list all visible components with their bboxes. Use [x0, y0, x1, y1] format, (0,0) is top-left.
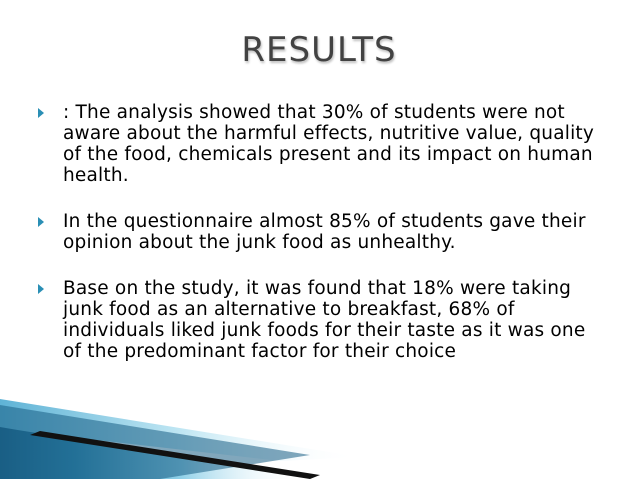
decorative-wave-graphic — [0, 389, 638, 479]
bullet-item — [38, 278, 598, 362]
bullet-text: In the questionnaire almost 85% of students gave their opinion about the junk food as unhealthy. — [63, 211, 586, 253]
bullet-text: Base on the study, it was found that 18% were taking junk food as an alternative to breakfast, 68% of individuals liked junk foods for their taste as it was one of the predominant factor for their choice — [63, 278, 586, 362]
bullet-item — [38, 211, 598, 253]
slide-title: RESULTS — [241, 30, 397, 70]
bullet-list — [38, 102, 598, 387]
bullet-item — [38, 102, 598, 186]
triangle-right-icon — [38, 217, 44, 227]
triangle-right-icon — [38, 108, 44, 118]
bullet-text: : The analysis showed that 30% of students were not aware about the harmful effects, nutritive value, quality of the food, chemicals present and its impact on human health. — [63, 102, 595, 186]
triangle-right-icon — [38, 284, 44, 294]
